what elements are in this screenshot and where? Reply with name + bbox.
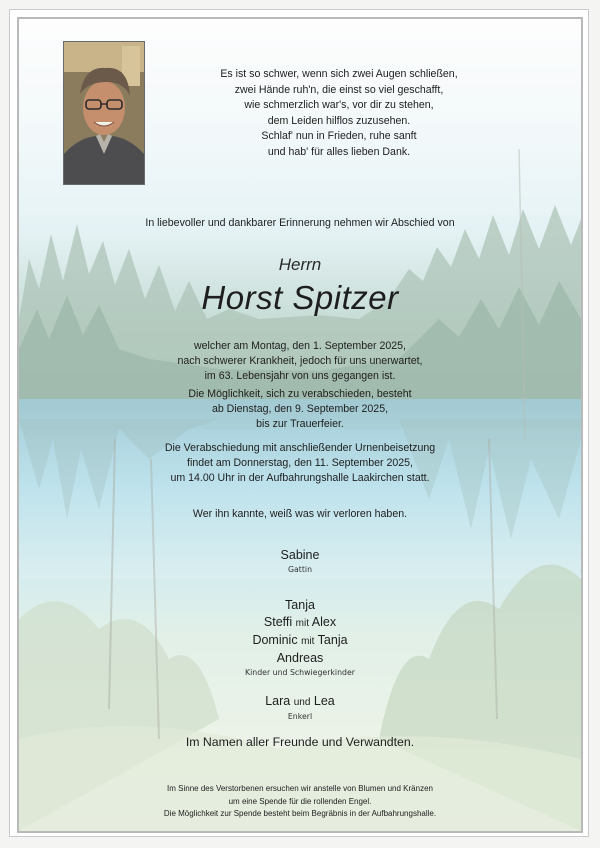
mit-word: mit	[301, 636, 315, 647]
children-role: Kinder und Schwiegerkinder	[244, 668, 355, 677]
death-notice-line: welcher am Montag, den 1. September 2025,	[194, 340, 406, 352]
grandchild-name: Lara	[265, 694, 291, 708]
ceremony-line: um 14.00 Uhr in der Aufbahrungshalle Laakirchen statt.	[170, 472, 430, 484]
poem-line: wie schmerzlich war's, vor dir zu stehen,	[244, 99, 434, 111]
quote: Wer ihn kannte, weiß was wir verloren haben.	[192, 508, 408, 520]
deceased-name: Horst Spitzer	[201, 279, 399, 316]
und-word: und	[293, 697, 311, 708]
intro-text: In liebevoller und dankbarer Erinnerung nehmen wir Abschied von	[145, 217, 455, 229]
child-name: Dominic	[252, 633, 298, 647]
salutation: Herrn	[278, 255, 322, 274]
donation-note	[19, 783, 581, 821]
child-couple	[19, 632, 581, 650]
farewell-info	[19, 387, 581, 432]
ceremony-info	[19, 441, 581, 486]
grandchild-name: Lea	[313, 694, 335, 708]
farewell-line: bis zur Trauerfeier.	[256, 418, 344, 430]
child-couple	[19, 614, 581, 632]
poem-line: Es ist so schwer, wenn sich zwei Augen schließen,	[220, 68, 458, 80]
farewell-line: Die Möglichkeit, sich zu verabschieden, besteht	[188, 388, 412, 400]
spouse-name: Sabine	[280, 548, 320, 562]
death-notice-line: im 63. Lebensjahr von uns gegangen ist.	[204, 370, 396, 382]
donation-line: um eine Spende für die rollenden Engel.	[228, 796, 372, 806]
child-name: Steffi	[263, 615, 293, 629]
poem-line: dem Leiden hilflos zuzusehen.	[267, 114, 411, 127]
spouse-role: Gattin	[287, 565, 313, 574]
poem	[159, 67, 519, 160]
farewell-line: ab Dienstag, den 9. September 2025,	[211, 403, 389, 415]
child-name: Andreas	[276, 651, 324, 665]
grandchildren-role: Enkerl	[287, 712, 313, 721]
poem-line: Schlaf' nun in Frieden, ruhe sanft	[261, 130, 417, 142]
donation-line: Im Sinne des Verstorbenen ersuchen wir anstelle von Blumen und Kränzen	[167, 784, 433, 793]
poem-line: und hab' für alles lieben Dank.	[267, 145, 411, 158]
poem-line: zwei Hände ruh'n, die einst so viel geschafft,	[234, 83, 444, 96]
partner-name: Tanja	[317, 633, 348, 647]
donation-line: Die Möglichkeit zur Spende besteht beim Begräbnis in der Aufbahrungshalle.	[163, 809, 437, 818]
closing-line: Im Namen aller Freunde und Verwandten.	[185, 735, 415, 749]
grandchildren-names	[19, 693, 581, 711]
ceremony-line: Die Verabschiedung mit anschließender Urnenbeisetzung	[164, 442, 436, 454]
family-children	[19, 597, 581, 678]
mit-word: mit	[295, 618, 309, 629]
family-spouse	[19, 547, 581, 575]
death-notice-line: nach schwerer Krankheit, jedoch für uns unerwartet,	[177, 355, 423, 367]
family-grandchildren	[19, 693, 581, 722]
death-notice	[19, 339, 581, 384]
child-name: Tanja	[285, 598, 315, 612]
partner-name: Alex	[311, 615, 337, 629]
ceremony-line: findet am Donnerstag, den 11. September 2025,	[187, 457, 413, 469]
parte-frame	[17, 17, 583, 833]
